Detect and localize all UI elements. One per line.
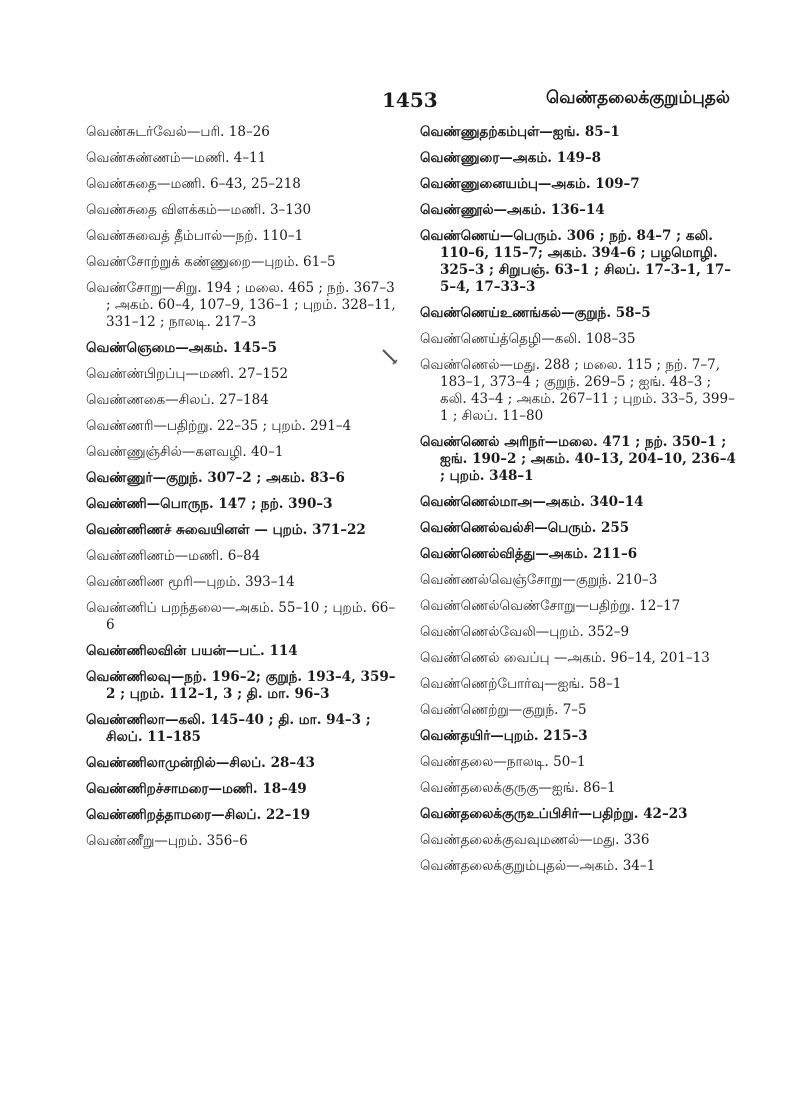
index-entry: வெண்தலைக்குருகு—ஐங். 86–1 bbox=[420, 780, 616, 796]
index-entry: வெண்ணிலாமுன்றில்—சிலப். 28–43 bbox=[86, 755, 315, 771]
index-entry: வெண்ணெல்வல்சி—பெரும். 255 bbox=[420, 520, 630, 536]
index-entry: வெண்ணெல் வைப்பு —அகம். 96–14, 201–13 bbox=[420, 650, 710, 666]
left-column bbox=[86, 124, 396, 859]
index-entry: வெண்ணுனையம்பு—அகம். 109–7 bbox=[420, 176, 640, 192]
index-entry: வெண்ணூல்—அகம். 136–14 bbox=[420, 202, 605, 218]
index-entry: வெண்சுண்ணம்—மணி. 4–11 bbox=[86, 150, 267, 166]
right-column bbox=[420, 124, 738, 884]
index-entry: வெண்ணுதற்கம்புள்—ஐங். 85–1 bbox=[420, 124, 620, 140]
index-entry: வெண்ணெய்உணங்கல்—குறுந். 58–5 bbox=[420, 305, 651, 321]
index-entry: வெண்ணிலவின் பயன்—பட். 114 bbox=[86, 643, 298, 659]
index-entry: வெண்ணீறு—புறம். 356–6 bbox=[86, 833, 248, 849]
index-entry: வெண்ணிலவு—நற். 196–2; குறுந். 193–4, 359–2 ; புறம். 112–1, 3 ; தி. மா. 96–3 bbox=[86, 669, 396, 702]
index-entry: வெண்ணுர்—குறுந். 307–2 ; அகம். 83–6 bbox=[86, 470, 345, 486]
index-entry: வெண்சுதை விளக்கம்—மணி. 3–130 bbox=[86, 202, 312, 218]
page-header bbox=[0, 88, 800, 116]
running-head: வெண்தலைக்குறும்புதல் bbox=[545, 88, 730, 108]
index-entry: வெண்சோற்றுக் கண்ணுறை—புறம். 61–5 bbox=[86, 254, 336, 270]
index-entry: வெண்ணி—பொருந. 147 ; நற். 390–3 bbox=[86, 496, 333, 512]
index-entry: வெண்சோறு—சிறு. 194 ; மலை. 465 ; நற். 367–3 ; அகம். 60–4, 107–9, 136–1 ; புறம். 328–11, 331–12 ; நாலடி. 217–3 bbox=[86, 280, 396, 330]
index-entry: வெண்ணிணச் சுவையினள் — புறம். 371–22 bbox=[86, 522, 366, 538]
index-entry: வெண்தலைக்குருஉப்பிசிர்—பதிற்று. 42–23 bbox=[420, 806, 688, 822]
index-entry: வெண்ணகை—சிலப். 27–184 bbox=[86, 392, 269, 408]
index-entry: வெண்தயிர்—புறம். 215–3 bbox=[420, 728, 588, 744]
pencil-mark-icon bbox=[380, 347, 400, 367]
index-entry: வெண்சுதை—மணி. 6–43, 25–218 bbox=[86, 176, 301, 192]
index-entry: வெண்ணெற்போர்வு—ஐங். 58–1 bbox=[420, 676, 622, 692]
index-entry: வெண்ணெல்—மது. 288 ; மலை. 115 ; நற். 7–7, 183–1, 373–4 ; குறுந். 269–5 ; ஐங். 48–3 ; கலி. 43–4 ; அகம். 267–11 ; புறம். 33–5, 399–1 ; சிலப். 11–80 bbox=[420, 357, 735, 424]
index-entry: வெண்தலைக்குறும்புதல்—அகம். 34–1 bbox=[420, 858, 656, 874]
index-entry: வெண்சுவைத் தீம்பால்—நற். 110–1 bbox=[86, 228, 304, 244]
index-entry: வெண்ணெய்த்தெழி—கலி. 108–35 bbox=[420, 331, 636, 347]
index-entry: வெண்ணல்வெஞ்சோறு—குறுந். 210–3 bbox=[420, 572, 658, 588]
index-entry: வெண்ணெல்வித்து—அகம். 211–6 bbox=[420, 546, 638, 562]
index-entry: வெண்ணெல் அரிநர்—மலை. 471 ; நற். 350–1 ; ஐங். 190–2 ; அகம். 40–13, 204–10, 236–4 ; புறம். 348–1 bbox=[420, 434, 736, 484]
index-entry: வெண்ணிணம்—மணி. 6–84 bbox=[86, 548, 261, 564]
index-entry: வெண்ணிப் பறந்தலை—அகம். 55–10 ; புறம். 66–6 bbox=[86, 600, 396, 633]
index-entry: வெண்சுடர்வேல்—பரி. 18–26 bbox=[86, 124, 270, 140]
index-entry: வெண்ணெற்று—குறுந். 7–5 bbox=[420, 702, 587, 718]
index-entry: வெண்ணிறத்தாமரை—சிலப். 22–19 bbox=[86, 807, 311, 823]
index-entry: வெண்ண்பிறப்பு—மணி. 27–152 bbox=[86, 366, 289, 382]
index-entry: வெண்தலை—நாலடி. 50–1 bbox=[420, 754, 586, 770]
index-entry: வெண்ணெல்வேலி—புறம். 352–9 bbox=[420, 624, 630, 640]
page-number: 1453 bbox=[382, 88, 438, 112]
index-entry: வெண்ணுரை—அகம். 149–8 bbox=[420, 150, 602, 166]
index-entry: வெண்ணுஞ்சில்—களவழி. 40–1 bbox=[86, 444, 284, 460]
index-entry: வெண்ணிலா—கலி. 145–40 ; தி. மா. 94–3 ; சிலப். 11–185 bbox=[86, 712, 371, 745]
index-entry: வெண்தலைக்குவவுமணல்—மது. 336 bbox=[420, 832, 650, 848]
index-entry: வெண்ணெல்வெண்சோறு—பதிற்று. 12–17 bbox=[420, 598, 681, 614]
index-entry: வெண்ணிறச்சாமரை—மணி. 18–49 bbox=[86, 781, 307, 797]
index-entry: வெண்ணெய்—பெரும். 306 ; நற். 84–7 ; கலி. 110–6, 115–7; அகம். 394–6 ; பழமொழி. 325–3 ; சிறுபஞ். 63–1 ; சிலப். 17–3–1, 17–5–4, 17–33–3 bbox=[420, 228, 732, 295]
index-entry: வெண்ணிண மூரி—புறம். 393–14 bbox=[86, 574, 295, 590]
index-entry: வெண்ஞெமை—அகம். 145–5 bbox=[86, 340, 277, 356]
index-entry: வெண்ணரி—பதிற்று. 22–35 ; புறம். 291–4 bbox=[86, 418, 352, 434]
index-entry: வெண்ணெல்மாஅ—அகம். 340–14 bbox=[420, 494, 644, 510]
